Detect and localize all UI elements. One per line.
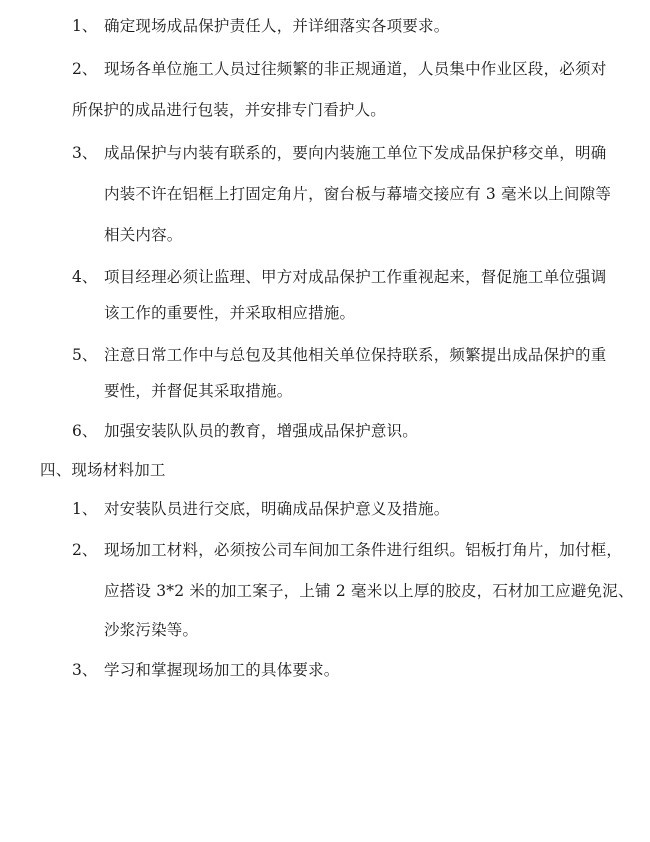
item-text-line: 现场加工材料，必须按公司车间加工条件进行组织。铝板打角片，加付框， (104, 541, 623, 559)
item-number: 1、 (72, 500, 98, 518)
item-text-line: 应搭设 3*2 米的加工案子，上铺 2 毫米以上厚的胶皮，石材加工应避免泥、 (104, 582, 634, 600)
item-text-line: 该工作的重要性，并采取相应措施。 (104, 304, 356, 322)
item-text-line: 所保护的成品进行包装，并安排专门看护人。 (72, 101, 387, 119)
item-number: 4、 (72, 268, 98, 286)
item-text-line: 沙浆污染等。 (104, 621, 199, 639)
item-text-line: 学习和掌握现场加工的具体要求。 (104, 661, 340, 679)
item-text-line: 内装不许在铝框上打固定角片，窗台板与幕墙交接应有 3 毫米以上间隙等 (104, 185, 612, 203)
item-text-line: 注意日常工作中与总包及其他相关单位保持联系，频繁提出成品保护的重 (104, 346, 607, 364)
item-text-line: 成品保护与内装有联系的，要向内装施工单位下发成品保护移交单，明确 (104, 144, 607, 162)
item-text-line: 确定现场成品保护责任人，并详细落实各项要求。 (104, 17, 450, 35)
item-number: 6、 (72, 422, 98, 440)
item-text-line: 现场各单位施工人员过往频繁的非正规通道，人员集中作业区段，必须对 (104, 60, 607, 78)
item-text-line: 对安装队员进行交底，明确成品保护意义及措施。 (104, 500, 450, 518)
section-heading: 四、现场材料加工 (40, 461, 166, 479)
item-number: 1、 (72, 17, 98, 35)
item-text-line: 相关内容。 (104, 226, 183, 244)
item-number: 2、 (72, 60, 98, 78)
item-number: 2、 (72, 541, 98, 559)
item-number: 5、 (72, 346, 98, 364)
item-text-line: 加强安装队队员的教育，增强成品保护意识。 (104, 422, 419, 440)
item-number: 3、 (72, 144, 98, 162)
item-text-line: 要性，并督促其采取措施。 (104, 382, 293, 400)
item-text-line: 项目经理必须让监理、甲方对成品保护工作重视起来，督促施工单位强调 (104, 268, 607, 286)
item-number: 3、 (72, 661, 98, 679)
